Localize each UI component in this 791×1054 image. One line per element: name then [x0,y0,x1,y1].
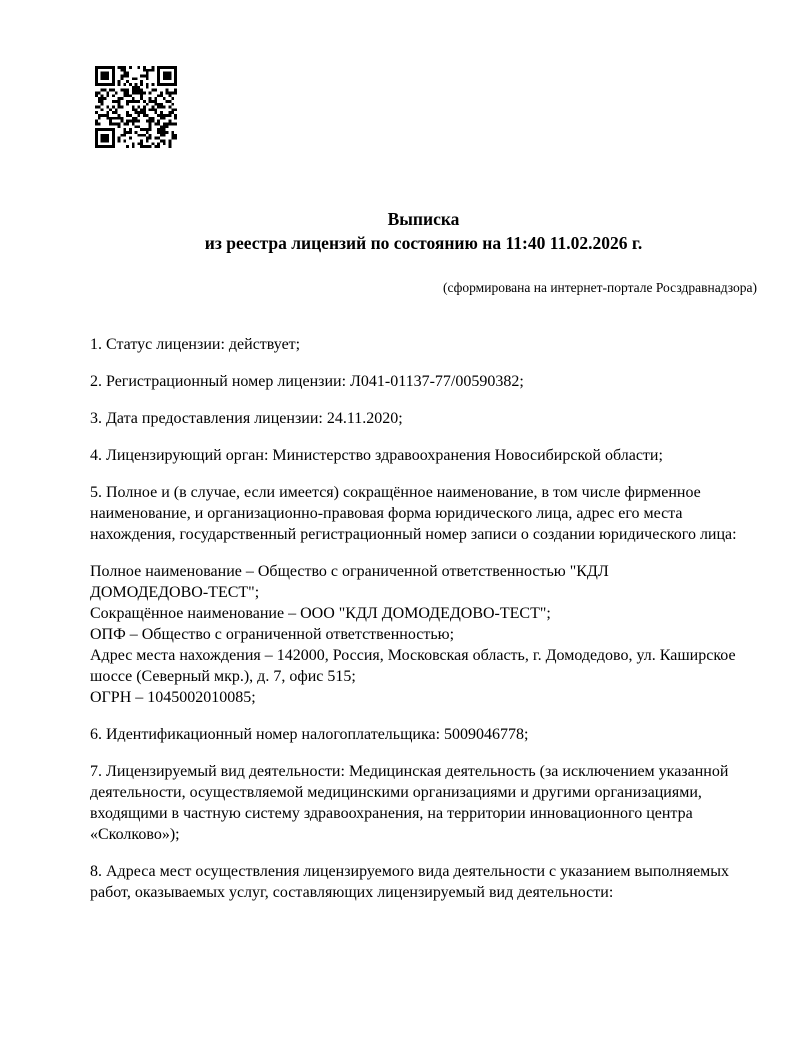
org-address-line-2: шоссе (Северный мкр.), д. 7, офис 515; [90,668,356,685]
org-naming-heading-paragraph: 5. Полное и (в случае, если имеется) сокращённое наименование, в том числе фирменное наименование, и организационно-правовая форма юридического лица, адрес его места нахождения, государственный регистрационный номер записи о создании юридического лица: [90,484,737,543]
org-full-name-line-1: Полное наименование – Общество с ограниченной ответственностью "КДЛ [90,563,609,580]
document-title-line-2: из реестра лицензий по состоянию на 11:40 11.02.2026 г. [204,233,643,253]
activity-addresses-heading-paragraph: 8. Адреса мест осуществления лицензируемого вида деятельности с указанием выполняемых работ, оказываемых услуг, составляющих лицензируемый вид деятельности: [90,863,730,901]
org-short-name-line: Сокращённое наименование – ООО "КДЛ ДОМОДЕДОВО-ТЕСТ"; [90,605,551,622]
org-legal-form-line: ОПФ – Общество с ограниченной ответственностью; [90,626,455,643]
license-grant-date-paragraph: 3. Дата предоставления лицензии: 24.11.2020; [90,410,403,427]
organization-details-block [90,561,757,708]
license-reg-number-paragraph: 2. Регистрационный номер лицензии: Л041-01137-77/00590382; [90,373,524,390]
org-ogrn-line: ОГРН – 1045002010085; [90,689,256,706]
org-address-line-1: Адрес места нахождения – 142000, Россия, Московская область, г. Домодедово, ул. Каширское [90,647,736,664]
document-subtitle: (сформирована на интернет-портале Росздравнадзора) [442,280,757,295]
license-status-paragraph: 1. Статус лицензии: действует; [90,336,301,353]
licensing-authority-paragraph: 4. Лицензирующий орган: Министерство здравоохранения Новосибирской области; [90,447,663,464]
org-full-name-line-2: ДОМОДЕДОВО-ТЕСТ"; [90,584,260,601]
document-title-line-1: Выписка [387,209,460,229]
document-header [90,207,757,255]
document-content [90,0,757,919]
taxpayer-id-paragraph: 6. Идентификационный номер налогоплательщика: 5009046778; [90,726,529,743]
licensed-activity-paragraph: 7. Лицензируемый вид деятельности: Медицинская деятельность (за исключением указанной деятельности, осуществляемой медицинскими организациями и другими организациями, входящими в частную систему здравоохранения, на территории инновационного центра «Сколково»); [90,763,729,843]
document-body [90,334,757,903]
